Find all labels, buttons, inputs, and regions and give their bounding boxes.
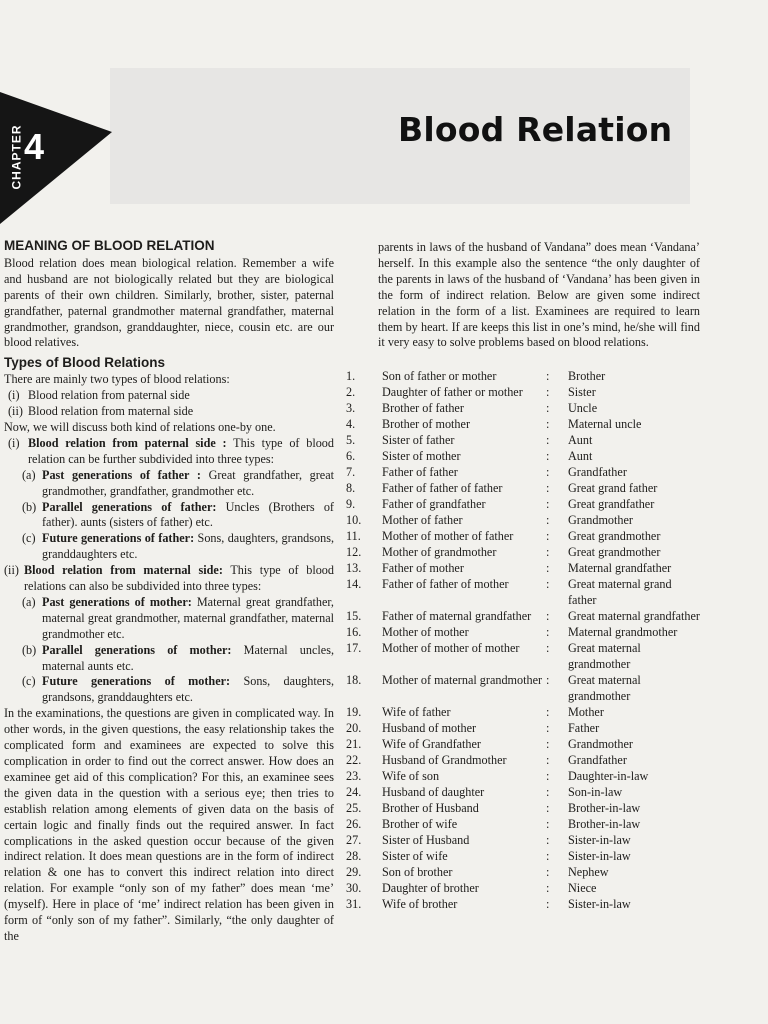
relation-answer: Maternal grandfather xyxy=(568,561,672,575)
relation-answer: Sister xyxy=(568,385,596,399)
list-text xyxy=(42,500,334,532)
relation-row xyxy=(346,496,702,512)
relation-row xyxy=(346,864,702,880)
list-marker: (b) xyxy=(22,642,37,657)
relation-answer: Daughter-in-law xyxy=(568,769,649,783)
list-marker: (ii) xyxy=(4,563,19,578)
relation-term: Mother of grandmother xyxy=(382,545,497,559)
relation-answer: Maternal uncle xyxy=(568,417,642,431)
relation-separator: : xyxy=(546,881,550,895)
relation-number: 16. xyxy=(346,625,362,639)
relation-row xyxy=(346,560,702,576)
relation-row xyxy=(346,608,702,624)
relation-answer: Son-in-law xyxy=(568,785,623,799)
relation-answer: Grandfather xyxy=(568,753,627,767)
relation-separator: : xyxy=(546,577,550,591)
maternal-body: This type of blood relations can also be subdivided into three types: xyxy=(24,563,334,594)
relation-separator: : xyxy=(546,625,550,639)
relation-term: Husband of mother xyxy=(382,721,477,735)
relation-term: Brother of wife xyxy=(382,817,458,831)
relation-separator: : xyxy=(546,865,550,879)
relation-number: 4. xyxy=(346,417,356,431)
relation-answer: Great grand father xyxy=(568,481,658,495)
chapter-title: Blood Relation xyxy=(398,110,673,149)
relation-term: Mother of maternal grandmother xyxy=(382,673,543,687)
list-marker: (i) xyxy=(8,435,20,450)
relation-number: 29. xyxy=(346,865,362,879)
list-marker: (i) xyxy=(8,388,20,403)
relation-row xyxy=(346,416,702,432)
relation-separator: : xyxy=(546,497,550,511)
relation-number: 3. xyxy=(346,401,356,415)
relation-row xyxy=(346,384,702,400)
relation-term: Husband of Grandmother xyxy=(382,753,507,767)
left-column xyxy=(4,238,334,945)
relation-answer: Great grandfather xyxy=(568,497,655,511)
relation-term: Father of father of mother xyxy=(382,577,509,591)
relation-term: Daughter of brother xyxy=(382,881,479,895)
paragraph-meaning: Blood relation does mean biological relation. Remember a wife and husband are not biologically related but they are biological parents of their own children. Similarly, brother, sister, paternal grandfather, paternal grandmother maternal grandfather, maternal grandmother, grandson, granddaughter, niece, cousin etc. are our blood relatives. xyxy=(4,255,334,350)
relation-row xyxy=(346,448,702,464)
relation-term: Brother of Husband xyxy=(382,801,479,815)
relation-number: 5. xyxy=(346,433,356,447)
relation-row xyxy=(346,896,702,912)
relation-number: 8. xyxy=(346,481,356,495)
relation-separator: : xyxy=(546,801,550,815)
relation-number: 30. xyxy=(346,881,362,895)
list-text xyxy=(42,674,334,706)
relations-list xyxy=(346,368,702,912)
relation-answer: Brother-in-law xyxy=(568,817,641,831)
relation-row xyxy=(346,768,702,784)
relation-answer: Great maternal grandmother xyxy=(568,673,641,703)
relation-number: 9. xyxy=(346,497,356,511)
relation-term: Son of father or mother xyxy=(382,369,497,383)
relation-term: Mother of mother of father xyxy=(382,529,514,543)
relation-separator: : xyxy=(546,465,550,479)
relation-term: Husband of daughter xyxy=(382,785,485,799)
relation-answer: Great grandmother xyxy=(568,545,661,559)
relation-term: Wife of son xyxy=(382,769,440,783)
relation-row xyxy=(346,880,702,896)
subtext: Sons, daughters, grandsons, granddaughters etc. xyxy=(42,674,334,705)
relation-number: 1. xyxy=(346,369,356,383)
list-marker: (a) xyxy=(22,594,36,609)
relation-term: Father of father xyxy=(382,465,458,479)
relation-row xyxy=(346,576,702,608)
relation-answer: Niece xyxy=(568,881,597,895)
relation-answer: Uncle xyxy=(568,401,598,415)
subtext: Great grandfather, great grandmother, grandfather, grandmother etc. xyxy=(42,467,334,498)
relation-row xyxy=(346,720,702,736)
paternal-text xyxy=(28,436,334,468)
relation-number: 2. xyxy=(346,385,356,399)
relation-row xyxy=(346,816,702,832)
maternal-heading: Blood relation from maternal side: xyxy=(24,563,223,578)
relation-term: Sister of Husband xyxy=(382,833,470,847)
relation-number: 28. xyxy=(346,849,362,863)
maternal-section xyxy=(4,563,334,595)
relation-number: 22. xyxy=(346,753,362,767)
subheading: Future generations of mother: xyxy=(42,674,231,689)
relation-answer: Nephew xyxy=(568,865,609,879)
relation-row xyxy=(346,480,702,496)
relation-answer: Great maternal grand father xyxy=(568,577,672,607)
subheading: Parallel generations of father: xyxy=(42,499,217,514)
heading-meaning: MEANING OF BLOOD RELATION xyxy=(4,238,215,253)
relation-term: Father of maternal grandfather xyxy=(382,609,532,623)
relation-separator: : xyxy=(546,385,550,399)
relation-term: Son of brother xyxy=(382,865,453,879)
subtext: Sons, daughters, grandsons, granddaughters etc. xyxy=(42,531,334,562)
relation-separator: : xyxy=(546,769,550,783)
relation-term: Wife of brother xyxy=(382,897,458,911)
paragraph-exam: In the examinations, the questions are given in complicated way. In other words, in the given questions, the easy relationship takes the complicated form and examinees are expected to solve this complication in order to find out the correct answer. How does an examinee get aid of this complication? For this, an examinee sees the given data in the question with a serious eye; then tries to establish relation among elements of given data on the basis of certain logic and finally finds out the required answer. In fact complications in the asked question occur because of the given indirect relation. It does mean questions are in the form of indirect relation & one has to convert this indirect relation into direct relation. For example “only son of my father” does mean ‘me’ (myself). Here in place of ‘me’ indirect relation has been given in form of “only son of my father”. Similarly, “the only daughter of the xyxy=(4,706,334,943)
relation-answer: Sister-in-law xyxy=(568,833,631,847)
list-item-type1 xyxy=(4,388,334,404)
relation-separator: : xyxy=(546,705,550,719)
list-text: Blood relation from maternal side xyxy=(28,404,194,419)
subheading: Parallel generations of mother: xyxy=(42,642,232,657)
subheading: Past generations of father : xyxy=(42,467,201,482)
relation-row xyxy=(346,512,702,528)
relation-term: Father of father of father xyxy=(382,481,503,495)
relation-row xyxy=(346,528,702,544)
relation-number: 26. xyxy=(346,817,362,831)
relation-row xyxy=(346,624,702,640)
relation-term: Mother of mother xyxy=(382,625,469,639)
relation-term: Mother of father xyxy=(382,513,463,527)
relation-separator: : xyxy=(546,673,550,687)
relation-answer: Grandmother xyxy=(568,513,633,527)
list-text xyxy=(42,531,334,563)
list-item-type2 xyxy=(4,404,334,420)
relation-row xyxy=(346,752,702,768)
maternal-b xyxy=(4,643,334,675)
relation-separator: : xyxy=(546,833,550,847)
list-text xyxy=(42,468,334,500)
subtext: Maternal uncles, maternal aunts etc. xyxy=(42,642,334,673)
relation-separator: : xyxy=(546,785,550,799)
paternal-a xyxy=(4,468,334,500)
relation-term: Father of mother xyxy=(382,561,464,575)
relation-number: 18. xyxy=(346,673,362,687)
relation-number: 11. xyxy=(346,529,361,543)
relation-row xyxy=(346,432,702,448)
relation-row xyxy=(346,704,702,720)
maternal-c xyxy=(4,674,334,706)
relation-answer: Great maternal grandfather xyxy=(568,609,700,623)
relation-row xyxy=(346,784,702,800)
relation-number: 6. xyxy=(346,449,356,463)
relation-row xyxy=(346,832,702,848)
list-marker: (a) xyxy=(22,467,36,482)
relation-separator: : xyxy=(546,721,550,735)
paternal-c xyxy=(4,531,334,563)
types-intro: There are mainly two types of blood relations: xyxy=(4,372,230,387)
list-marker: (b) xyxy=(22,499,37,514)
relation-separator: : xyxy=(546,433,550,447)
relation-number: 10. xyxy=(346,513,362,527)
relation-number: 14. xyxy=(346,577,362,591)
subtext: Maternal great grandfather, maternal great grandmother, maternal grandfather, maternal grandmother etc. xyxy=(42,594,334,641)
relation-row xyxy=(346,464,702,480)
list-text: Blood relation from paternal side xyxy=(28,388,190,403)
relation-answer: Sister-in-law xyxy=(568,897,631,911)
relation-answer: Mother xyxy=(568,705,604,719)
list-marker: (c) xyxy=(22,531,36,546)
relation-term: Wife of Grandfather xyxy=(382,737,481,751)
relation-row xyxy=(346,640,702,672)
list-text xyxy=(42,643,334,675)
relation-answer: Maternal grandmother xyxy=(568,625,678,639)
relation-separator: : xyxy=(546,513,550,527)
relation-separator: : xyxy=(546,609,550,623)
relation-number: 24. xyxy=(346,785,362,799)
relation-separator: : xyxy=(546,561,550,575)
subtext: Uncles (Brothers of father). aunts (sisters of father) etc. xyxy=(42,499,334,530)
relation-row xyxy=(346,672,702,704)
relation-separator: : xyxy=(546,481,550,495)
relation-term: Brother of father xyxy=(382,401,464,415)
paternal-b xyxy=(4,500,334,532)
relation-number: 23. xyxy=(346,769,362,783)
relation-separator: : xyxy=(546,737,550,751)
maternal-a xyxy=(4,595,334,643)
relation-separator: : xyxy=(546,529,550,543)
relation-term: Brother of mother xyxy=(382,417,470,431)
relation-row xyxy=(346,544,702,560)
relation-row xyxy=(346,736,702,752)
relation-answer: Brother-in-law xyxy=(568,801,641,815)
paternal-body: This type of blood relation can be further subdivided into three types: xyxy=(28,435,334,466)
relation-separator: : xyxy=(546,817,550,831)
subheading: Future generations of father: xyxy=(42,531,195,546)
list-marker: (c) xyxy=(22,674,36,689)
relation-answer: Grandmother xyxy=(568,737,633,751)
relation-number: 21. xyxy=(346,737,362,751)
relation-number: 20. xyxy=(346,721,362,735)
relation-row xyxy=(346,848,702,864)
relation-term: Sister of wife xyxy=(382,849,448,863)
relation-answer: Brother xyxy=(568,369,606,383)
list-marker: (ii) xyxy=(8,404,23,419)
relation-separator: : xyxy=(546,897,550,911)
relation-answer: Aunt xyxy=(568,449,593,463)
relation-row xyxy=(346,368,702,384)
relation-separator: : xyxy=(546,449,550,463)
relation-term: Sister of father xyxy=(382,433,455,447)
relation-separator: : xyxy=(546,401,550,415)
list-text xyxy=(42,595,334,643)
relation-separator: : xyxy=(546,545,550,559)
relation-separator: : xyxy=(546,849,550,863)
relation-separator: : xyxy=(546,753,550,767)
heading-types: Types of Blood Relations xyxy=(4,355,166,371)
relation-term: Sister of mother xyxy=(382,449,461,463)
relation-number: 12. xyxy=(346,545,362,559)
relation-number: 7. xyxy=(346,465,356,479)
paragraph-continue: parents in laws of the husband of Vandana” does mean ‘Vandana’ herself. In this example also the sentence “the only daughter of the parents in laws of the husband of ‘Vandana’ has been given in the form of indirect relation. Below are given some indirect relation in the form of a list. Examinees are required to learn them by heart. If are keeps this list in one’s mind, he/she will find it very easy to solve problems based on blood relations. xyxy=(378,240,700,350)
relation-number: 27. xyxy=(346,833,362,847)
relation-number: 13. xyxy=(346,561,362,575)
relation-answer: Aunt xyxy=(568,433,593,447)
relation-term: Father of grandfather xyxy=(382,497,486,511)
relation-answer: Sister-in-law xyxy=(568,849,631,863)
relation-row xyxy=(346,800,702,816)
relation-answer: Grandfather xyxy=(568,465,627,479)
paternal-section xyxy=(4,436,334,468)
relation-answer: Great maternal grandmother xyxy=(568,641,641,671)
right-column xyxy=(378,240,700,351)
relation-term: Wife of father xyxy=(382,705,451,719)
chapter-label: CHAPTER xyxy=(9,124,24,190)
relation-number: 17. xyxy=(346,641,362,655)
relation-separator: : xyxy=(546,369,550,383)
relation-number: 15. xyxy=(346,609,362,623)
relation-answer: Father xyxy=(568,721,600,735)
discuss-line: Now, we will discuss both kind of relations one-by one. xyxy=(4,419,276,434)
relation-separator: : xyxy=(546,417,550,431)
paternal-heading: Blood relation from paternal side : xyxy=(28,435,227,450)
chapter-number: 4 xyxy=(24,126,45,167)
relation-answer: Great grandmother xyxy=(568,529,661,543)
maternal-text xyxy=(24,563,334,595)
relation-row xyxy=(346,400,702,416)
relation-number: 31. xyxy=(346,897,362,911)
relation-term: Daughter of father or mother xyxy=(382,385,523,399)
relation-term: Mother of mother of mother xyxy=(382,641,520,655)
subheading: Past generations of mother: xyxy=(42,594,192,609)
relation-number: 19. xyxy=(346,705,362,719)
relation-separator: : xyxy=(546,641,550,655)
relation-number: 25. xyxy=(346,801,362,815)
